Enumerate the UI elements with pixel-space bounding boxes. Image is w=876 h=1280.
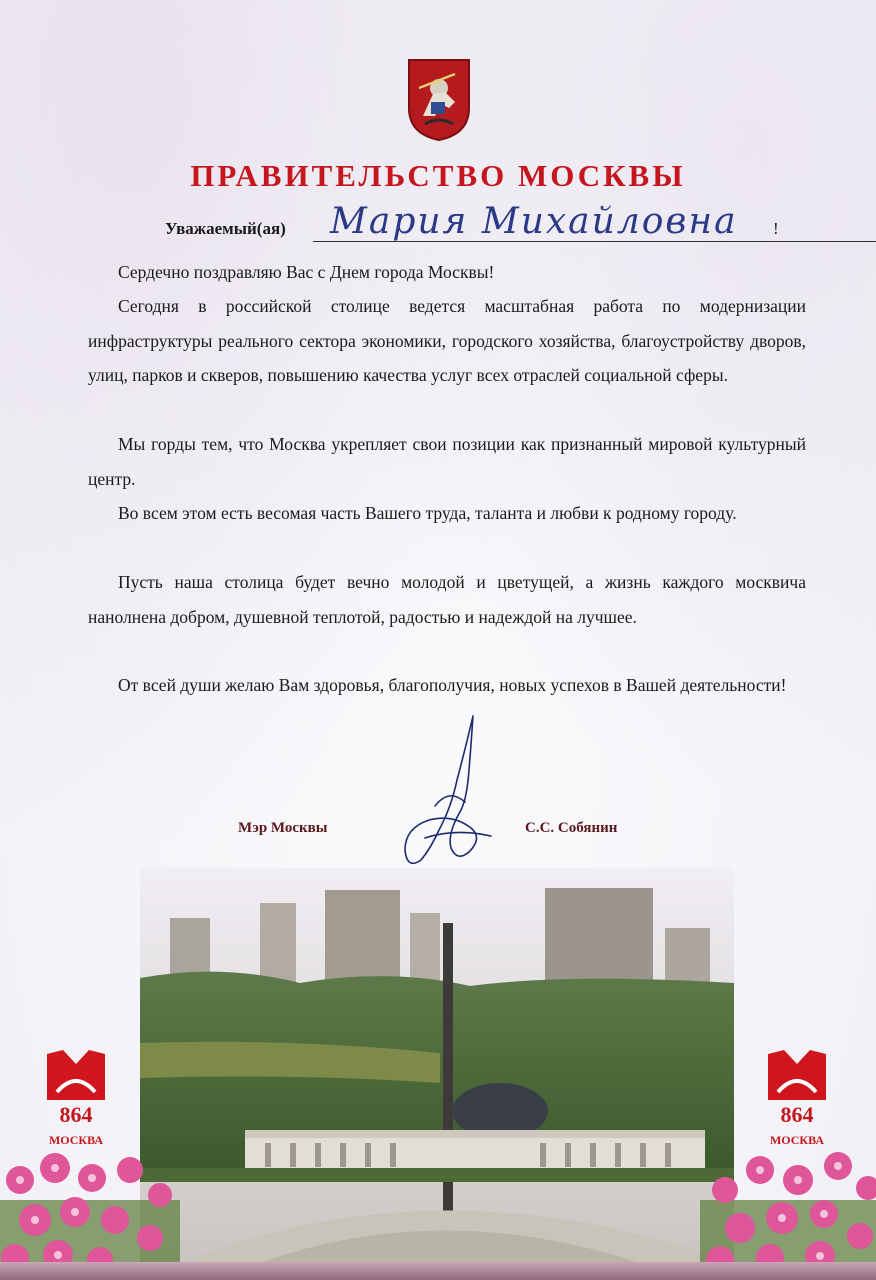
paragraph-2: Сегодня в российской столице ведется масштабная работа по модернизации инфраструктуры реального сектора экономики, городского хозяйства, благоустройству дворов, улиц, парков и скверов, повышению качества услуг всех отраслей социальной сферы. — [88, 296, 806, 385]
badge-number-left: 864 — [59, 1102, 93, 1127]
paragraph-6: От всей души желаю Вам здоровья, благополучия, новых успехов в Вашей деятельности! — [118, 675, 787, 695]
moscow-coat-of-arms-icon — [405, 58, 473, 142]
paragraph-1: Сердечно поздравляю Вас с Днем города Москвы! — [118, 262, 495, 282]
paragraph-3: Мы горды тем, что Москва укрепляет свои позиции как признанный мировой культурный центр. — [88, 434, 806, 489]
pink-flowers-right — [700, 1140, 876, 1280]
handwritten-signature-icon — [395, 710, 505, 870]
paragraph-4: Во всем этом есть весомая часть Вашего труда, таланта и любви к родному городу. — [118, 503, 737, 523]
paragraph-5: Пусть наша столица будет вечно молодой и цветущей, а жизнь каждого москвича нанолнена добром, душевной теплотой, радостью и надеждой на лучшее. — [88, 572, 806, 627]
bottom-decorative-band — [0, 1262, 876, 1280]
mayor-role: Мэр Москвы — [238, 820, 328, 836]
greeting-exclamation: ! — [773, 219, 779, 238]
pink-flowers-left — [0, 1140, 180, 1280]
victory-park-photo — [140, 868, 734, 1263]
recipient-name: Мария Михайловна — [330, 201, 738, 242]
badge-number-right: 864 — [780, 1102, 814, 1127]
moscow-864-badge-right — [764, 1048, 830, 1152]
badge-city-left: МОСКВА — [48, 1133, 104, 1147]
greeting-line — [165, 201, 805, 247]
government-title: ПРАВИТЕЛЬСТВО МОСКВЫ — [190, 158, 686, 193]
moscow-864-badge-left — [43, 1048, 109, 1152]
badge-city-right: МОСКВА — [769, 1133, 825, 1147]
mayor-name: С.С. Собянин — [525, 820, 618, 836]
greeting-label: Уважаемый(ая) — [165, 219, 286, 238]
